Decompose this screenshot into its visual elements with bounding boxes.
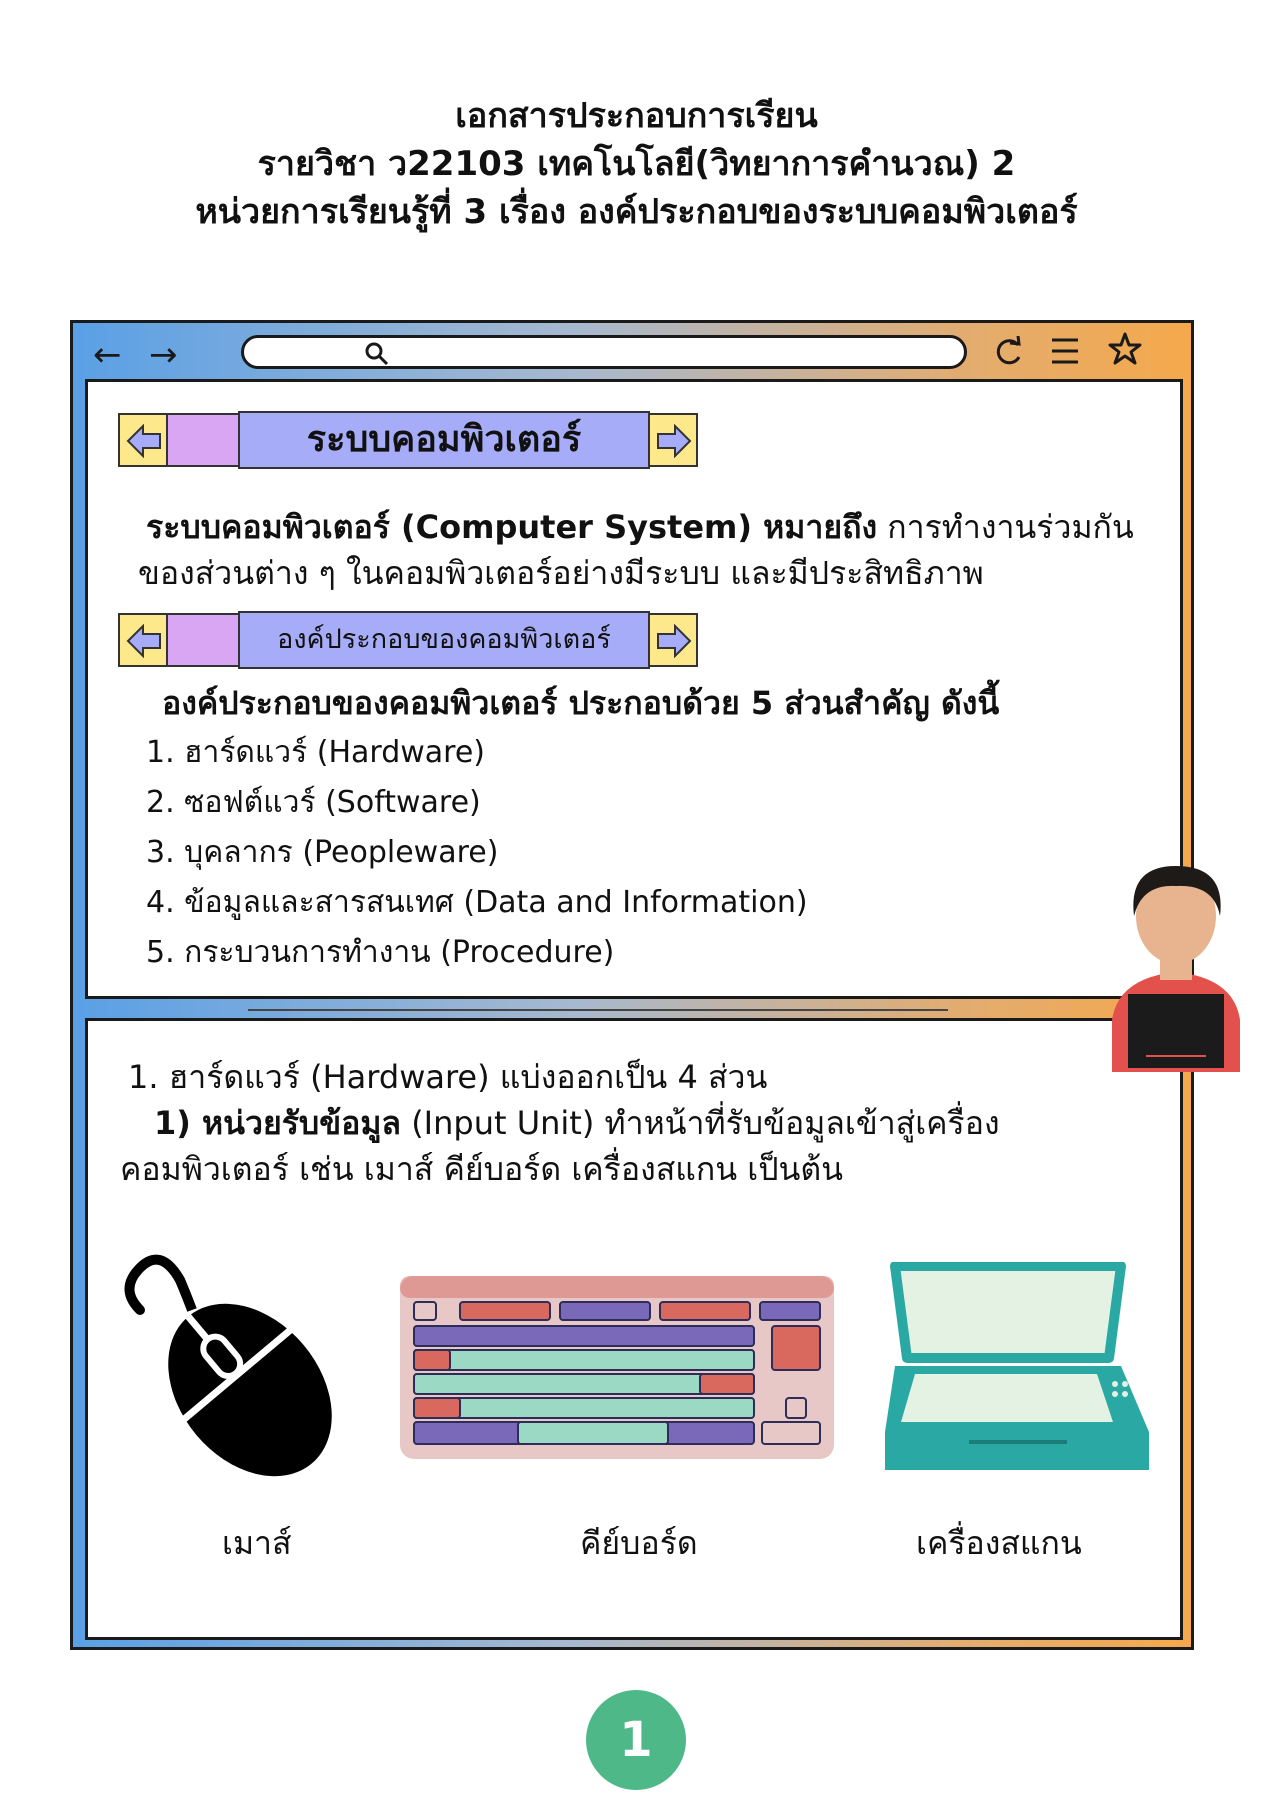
banner-computer-system [118, 413, 698, 467]
star-icon[interactable] [1107, 331, 1143, 367]
components-list [146, 728, 808, 978]
mouse-icon [120, 1250, 340, 1480]
scanner-icon [885, 1262, 1155, 1474]
search-icon [364, 341, 390, 367]
address-bar[interactable] [241, 335, 967, 369]
banner-components [118, 613, 698, 667]
device-caption-mouse: เมาส์ [222, 1524, 292, 1562]
list-item: 1. ฮาร์ดแวร์ (Hardware) [146, 735, 485, 770]
menu-icon[interactable] [1049, 335, 1081, 367]
list-item: 2. ซอฟต์แวร์ (Software) [146, 785, 481, 820]
components-intro: องค์ประกอบของคอมพิวเตอร์ ประกอบด้วย 5 ส่วนสำคัญ ดังนี้ [162, 684, 1000, 722]
banner-title: ระบบคอมพิวเตอร์ [238, 411, 650, 469]
input-unit-line-2: คอมพิวเตอร์ เช่น เมาส์ คีย์บอร์ด เครื่องสแกน เป็นต้น [120, 1150, 844, 1188]
input-unit-text: (Input Unit) ทำหน้าที่รับข้อมูลเข้าสู่เครื่อง [401, 1104, 1000, 1142]
list-item: 5. กระบวนการทำงาน (Procedure) [146, 935, 615, 970]
list-item: 4. ข้อมูลและสารสนเทศ (Data and Information) [146, 885, 808, 920]
list-item: 3. บุคลากร (Peopleware) [146, 835, 499, 870]
input-unit-title: 1) หน่วยรับข้อมูล [154, 1104, 402, 1142]
refresh-icon[interactable] [991, 331, 1025, 371]
back-arrow-icon[interactable]: ← [93, 335, 122, 375]
left-arrow-icon [126, 624, 162, 658]
page-number-badge: 1 [586, 1690, 686, 1790]
right-arrow-icon [656, 624, 692, 658]
header-line-1: เอกสารประกอบการเรียน [455, 96, 818, 136]
keyboard-icon [400, 1276, 834, 1459]
right-arrow-icon [656, 424, 692, 458]
definition-term: ระบบคอมพิวเตอร์ (Computer System) หมายถึง [146, 508, 878, 546]
definition-line-2: ของส่วนต่าง ๆ ในคอมพิวเตอร์อย่างมีระบบ และมีประสิทธิภาพ [138, 554, 984, 592]
divider [248, 1009, 948, 1011]
document-header [0, 92, 1273, 236]
header-line-2: รายวิชา ว22103 เทคโนโลยี(วิทยาการคำนวณ) 2 [257, 144, 1016, 184]
input-unit-line-1 [154, 1100, 1000, 1146]
device-caption-keyboard: คีย์บอร์ด [580, 1524, 698, 1562]
forward-arrow-icon[interactable]: → [149, 335, 178, 375]
hardware-heading: 1. ฮาร์ดแวร์ (Hardware) แบ่งออกเป็น 4 ส่วน [128, 1058, 768, 1096]
header-line-3: หน่วยการเรียนรู้ที่ 3 เรื่อง องค์ประกอบของระบบคอมพิวเตอร์ [195, 192, 1078, 232]
definition-text: การทำงานร่วมกัน [877, 508, 1134, 546]
person-laptop-illustration [1098, 860, 1254, 1072]
device-caption-scanner: เครื่องสแกน [916, 1524, 1082, 1562]
banner-title: องค์ประกอบของคอมพิวเตอร์ [238, 611, 650, 669]
definition-line-1 [146, 504, 1134, 550]
left-arrow-icon [126, 424, 162, 458]
